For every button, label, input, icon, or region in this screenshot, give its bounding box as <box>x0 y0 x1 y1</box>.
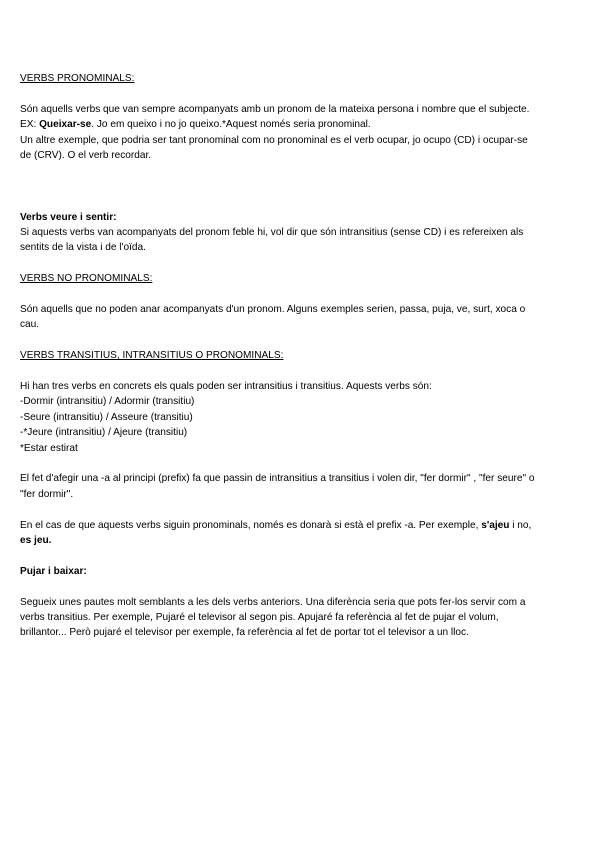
heading-verbs-no-pronominals: VERBS NO PRONOMINALS: <box>20 273 153 285</box>
list-item: -Dormir (intransitiu) / Adormir (transitiu) <box>20 396 195 408</box>
pronominal-case-mid: i no, <box>509 519 532 531</box>
paragraph-veure-sentir: Si aquests verbs van acompanyats del pronom feble hi, vol dir que són intransitius (sense CD) i es refereixen als sentits de la vista i de l'oïda. <box>20 227 524 254</box>
heading-pujar-baixar <box>20 564 535 579</box>
paragraph-no-pronominals: Són aquells que no poden anar acompanyats d'un pronom. Alguns exemples serien, passa, puja, ve, surt, xoca o cau. <box>20 304 526 331</box>
heading-veure-sentir-text: Verbs veure i sentir: <box>20 211 117 223</box>
pronominal-case-text: En el cas de que aquests verbs siguin pronominals, només es donarà si està el prefix -a. Per exemple, <box>20 519 482 531</box>
paragraph-pronominal-definition: Són aquells verbs que van sempre acompanyats amb un pronom de la mateixa persona i nombre que el subjecte. <box>20 103 530 115</box>
heading-transitius-intransitius: VERBS TRANSITIUS, INTRANSITIUS O PRONOMINALS: <box>20 350 284 362</box>
heading-verbs-pronominals: VERBS PRONOMINALS: <box>20 73 135 84</box>
list-item: -*Jeure (intransitiu) / Ajeure (transitiu) <box>20 427 188 439</box>
paragraph-prefix-a: El fet d'afegir una -a al principi (prefix) fa que passin de intransitius a transitius i volen dir, "fer dormir" , "fer seure" o "fer dormir". <box>20 473 535 500</box>
paragraph-three-verbs-intro: Hi han tres verbs en concrets els quals poden ser intransitius i transitius. Aquests verbs són: <box>20 381 432 393</box>
example-sajeu: s'ajeu <box>481 519 510 531</box>
example-rest: . Jo em queixo i no jo queixo.*Aquest només seria pronominal. <box>91 119 371 131</box>
paragraph-other-example: Un altre exemple, que podria ser tant pronominal com no pronominal es el verb ocupar, jo ocupo (CD) i ocupar-se de (CRV). O el verb recordar. <box>20 134 528 162</box>
example-prefix: EX: <box>20 119 40 131</box>
heading-veure-sentir <box>20 210 535 225</box>
paragraph-pronominal-case <box>20 518 535 549</box>
paragraph-example <box>20 117 535 132</box>
paragraph-pujar-baixar: Segueix unes pautes molt semblants a les dels verbs anteriors. Una diferència seria que pots fer-los servir com a verbs transitius. Per exemple, Pujaré el televisor al segon pis. Apujaré fa referència al fet de pujar el volum, brillantor... Però pujaré el televisor per exemple, fa referència al fet de portar tot el televisor a un lloc. <box>20 596 526 639</box>
list-note: *Estar estirat <box>20 442 78 454</box>
example-es-jeu: es jeu. <box>20 535 52 547</box>
document-page <box>20 71 535 641</box>
example-verb: Queixar-se <box>39 119 92 131</box>
list-item: -Seure (intransitiu) / Asseure (transitiu) <box>20 411 193 423</box>
heading-pujar-baixar-text: Pujar i baixar: <box>20 565 87 577</box>
